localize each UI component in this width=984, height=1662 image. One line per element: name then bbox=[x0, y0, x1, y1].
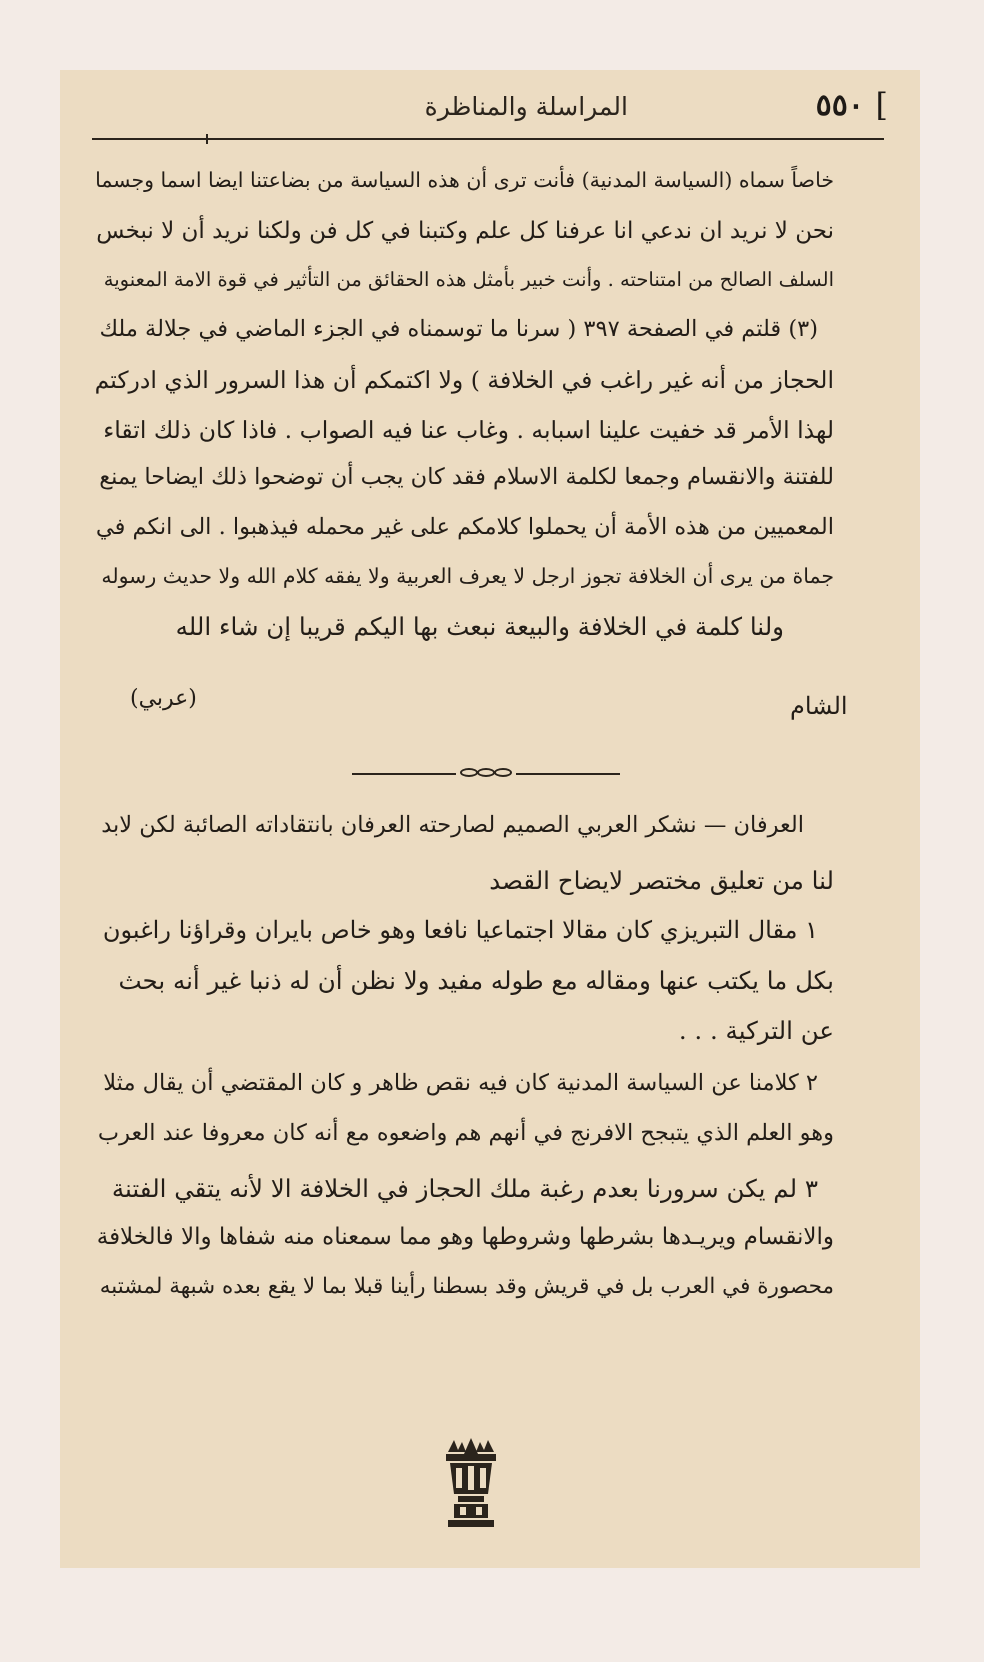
reply-line: عن التركية . . . bbox=[678, 1016, 834, 1045]
reply-line: والانقسام ويريـدها بشرطها وشروطها وهو مما سمعناه منه شفاها والا فالخلافة bbox=[96, 1224, 834, 1250]
reply-line: محصورة في العرب بل في قريش وقد بسطنا رأينا قبلا بما لا يقع بعده شبهة لمشتبه bbox=[99, 1274, 834, 1299]
reply-body bbox=[92, 812, 834, 1322]
letter-signature: الشام bbox=[790, 692, 848, 720]
vase-ornament-icon bbox=[440, 1438, 502, 1530]
page-header bbox=[88, 88, 888, 128]
letter-line: لهذا الأمر قد خفيت علينا اسبابه . وغاب عنا فيه الصواب . فاذا كان ذلك اتقاء bbox=[103, 416, 834, 444]
page-number-bracket: [ bbox=[875, 86, 888, 124]
letter-line: للفتنة والانقسام وجمعا لكلمة الاسلام فقد كان يجب أن توضحوا ذلك ايضاحا يمنع bbox=[99, 464, 834, 490]
section-divider bbox=[352, 773, 620, 775]
reply-line: ١ مقال التبريزي كان مقالا اجتماعيا نافعا وهو خاص بايران وقراؤنا راغبون bbox=[102, 916, 818, 944]
divider-ornament bbox=[456, 764, 516, 782]
reply-line: بكل ما يكتب عنها ومقاله مع طوله مفيد ولا نظن أن له ذنبا غير أنه بحث bbox=[118, 966, 834, 995]
letter-line: نحن لا نريد ان ندعي انا عرفنا كل علم وكتبنا في كل فن ولكنا نريد أن لا نبخس bbox=[96, 218, 834, 244]
letter-line: جماة من يرى أن الخلافة تجوز ارجل لا يعرف العربية ولا يفقه كلام الله ولا حديث رسوله bbox=[101, 564, 834, 588]
running-title: المراسلة والمناظرة bbox=[424, 92, 628, 121]
letter-source-tag: (عربي) bbox=[130, 686, 197, 711]
reply-line: وهو العلم الذي يتبجح الافرنج في أنهم هم واضعوه مع أنه كان معروفا عند العرب bbox=[97, 1120, 834, 1146]
letter-line: ولنا كلمة في الخلافة والبيعة نبعث بها اليكم قريبا إن شاء الله bbox=[175, 612, 784, 641]
letter-line: المعميين من هذه الأمة أن يحملوا كلامكم على غير محمله فيذهبوا . الى انكم في bbox=[95, 514, 834, 540]
reply-line: العرفان — نشكر العربي الصميم لصارحته العرفان بانتقاداته الصائبة لكن لابد bbox=[101, 812, 804, 838]
letter-line: الحجاز من أنه غير راغب في الخلافة ) ولا اكتمكم أن هذا السرور الذي ادركتم bbox=[94, 366, 834, 394]
letter-line: السلف الصالح من امتناحته . وأنت خبير بأمثل هذه الحقائق من التأثير في قوة الامة المعنوية bbox=[103, 268, 834, 291]
letter-line: خاصاً سماه (السياسة المدنية) فأنت ترى أن هذه السياسة من بضاعتنا ايضا اسما وجسما bbox=[95, 168, 834, 192]
reply-line: ٣ لم يكن سرورنا بعدم رغبة ملك الحجاز في الخلافة الا لأنه يتقي الفتنة bbox=[111, 1174, 818, 1203]
header-rule bbox=[92, 138, 884, 140]
reply-line: ٢ كلامنا عن السياسة المدنية كان فيه نقص ظاهر و كان المقتضي أن يقال مثلا bbox=[103, 1070, 818, 1096]
reply-line: لنا من تعليق مختصر لايضاح القصد bbox=[489, 866, 834, 895]
letter-body bbox=[92, 168, 834, 648]
letter-line: (٣) قلتم في الصفحة ٣٩٧ ( سرنا ما توسمناه في الجزء الماضي في جلالة ملك bbox=[99, 316, 818, 342]
page-number: ٥٥٠ bbox=[815, 88, 864, 123]
